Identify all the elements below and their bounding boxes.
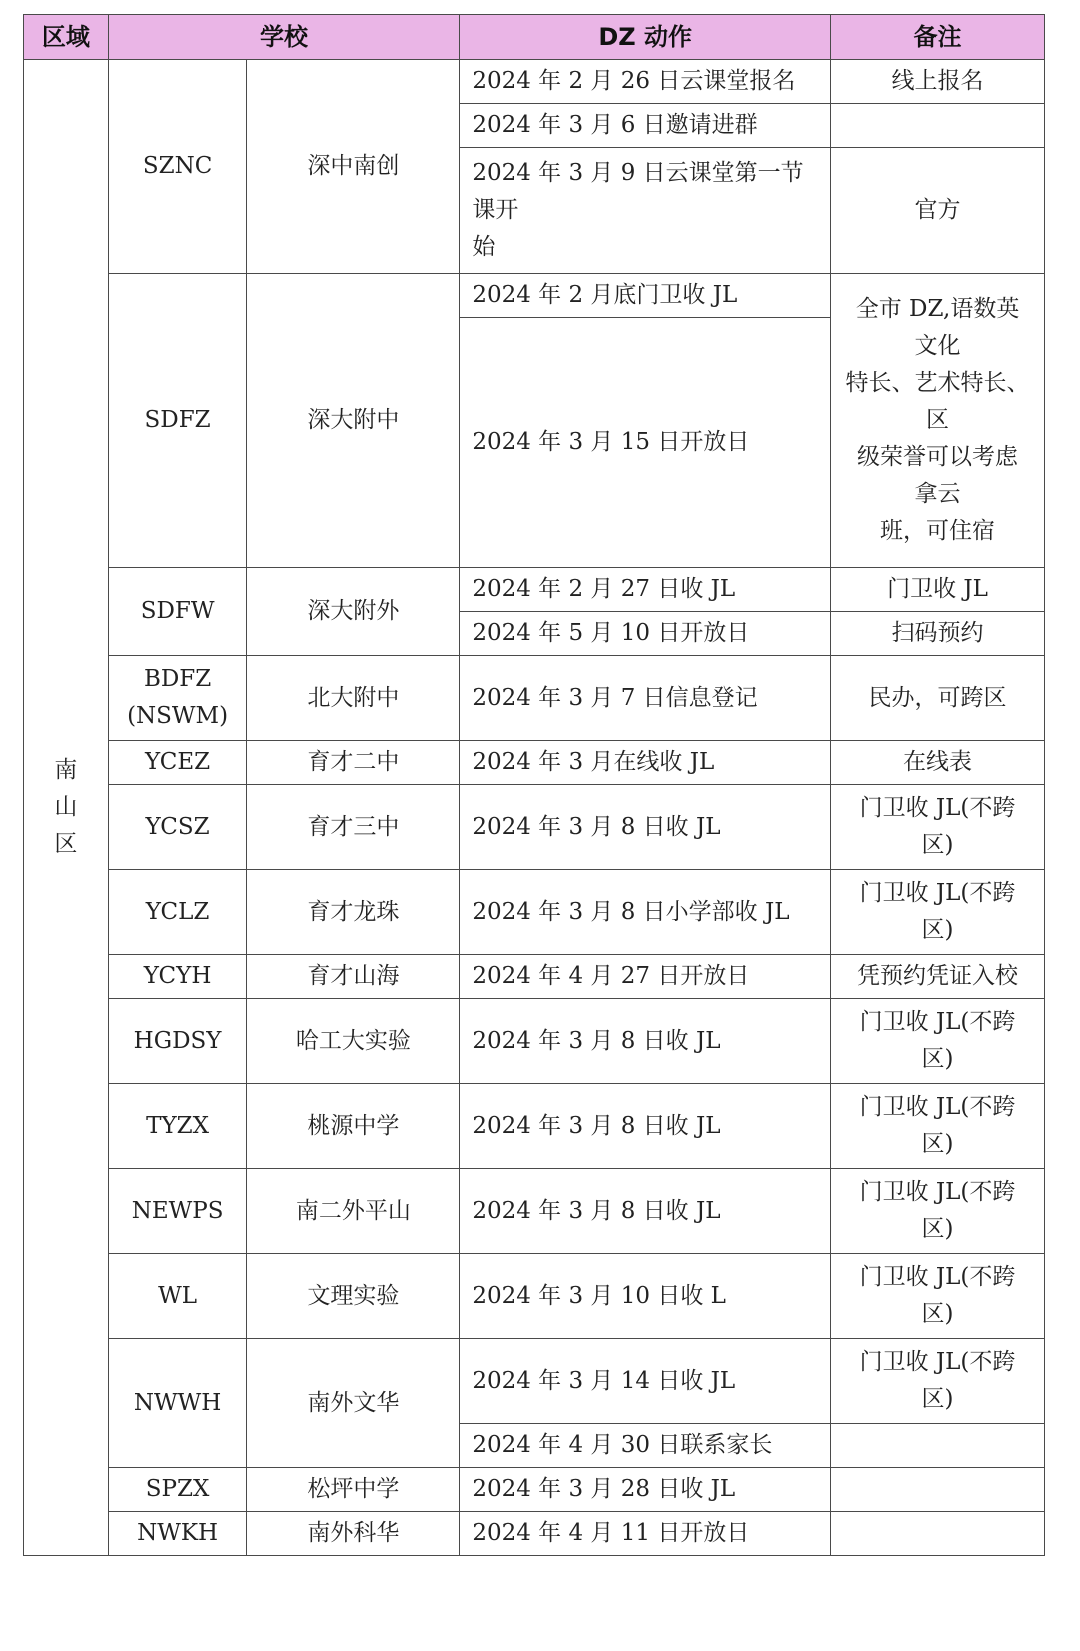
- region-cell: 南 山 区: [24, 60, 109, 1556]
- school-name: 哈工大实验: [247, 999, 460, 1084]
- note-cell: 门卫收 JL: [831, 568, 1045, 612]
- school-code: NWWH: [108, 1339, 247, 1468]
- action-cell: 2024 年 2 月 27 日收 JL: [460, 568, 831, 612]
- note-cell: 民办，可跨区: [831, 656, 1045, 741]
- action-cell: 2024 年 3 月 8 日收 JL: [460, 1084, 831, 1169]
- note-cell: 在线表: [831, 741, 1045, 785]
- action-cell: 2024 年 2 月 26 日云课堂报名: [460, 60, 831, 104]
- table-row: [24, 1339, 1045, 1424]
- school-code: YCEZ: [108, 741, 247, 785]
- action-cell: 2024 年 3 月 9 日云课堂第一节 课开 始: [460, 148, 831, 274]
- note-cell: 扫码预约: [831, 612, 1045, 656]
- school-name: 南二外平山: [247, 1169, 460, 1254]
- note-cell: 门卫收 JL(不跨 区): [831, 785, 1045, 870]
- table-row: [24, 656, 1045, 741]
- school-name: 深中南创: [247, 60, 460, 274]
- note-cell: 门卫收 JL(不跨 区): [831, 1339, 1045, 1424]
- action-cell: 2024 年 3 月 8 日收 JL: [460, 1169, 831, 1254]
- action-cell: 2024 年 3 月 14 日收 JL: [460, 1339, 831, 1424]
- header-school: 学校: [108, 15, 460, 60]
- action-cell: 2024 年 5 月 10 日开放日: [460, 612, 831, 656]
- action-cell: 2024 年 3 月 8 日收 JL: [460, 785, 831, 870]
- table-row: [24, 1512, 1045, 1556]
- table-row: [24, 785, 1045, 870]
- note-cell: 门卫收 JL(不跨 区): [831, 999, 1045, 1084]
- note-cell: [831, 104, 1045, 148]
- action-cell: 2024 年 3 月 7 日信息登记: [460, 656, 831, 741]
- action-cell: 2024 年 4 月 11 日开放日: [460, 1512, 831, 1556]
- school-code: SDFZ: [108, 274, 247, 568]
- school-name: 北大附中: [247, 656, 460, 741]
- document-page: [23, 14, 1045, 1556]
- school-code: YCSZ: [108, 785, 247, 870]
- school-code: YCLZ: [108, 870, 247, 955]
- school-schedule-table: [23, 14, 1045, 1556]
- header-region: 区域: [24, 15, 109, 60]
- note-cell: 门卫收 JL(不跨 区): [831, 870, 1045, 955]
- note-cell: 线上报名: [831, 60, 1045, 104]
- action-cell: 2024 年 3 月 15 日开放日: [460, 318, 831, 568]
- school-code: BDFZ (NSWM): [108, 656, 247, 741]
- action-cell: 2024 年 2 月底门卫收 JL: [460, 274, 831, 318]
- header-action: DZ 动作: [460, 15, 831, 60]
- school-code: HGDSY: [108, 999, 247, 1084]
- action-cell: 2024 年 3 月在线收 JL: [460, 741, 831, 785]
- table-row: [24, 1084, 1045, 1169]
- action-cell: 2024 年 3 月 6 日邀请进群: [460, 104, 831, 148]
- school-name: 深大附外: [247, 568, 460, 656]
- school-name: 育才二中: [247, 741, 460, 785]
- note-cell: [831, 1512, 1045, 1556]
- table-row: [24, 568, 1045, 612]
- school-name: 文理实验: [247, 1254, 460, 1339]
- table-row: [24, 1468, 1045, 1512]
- action-cell: 2024 年 4 月 30 日联系家长: [460, 1424, 831, 1468]
- table-row: [24, 60, 1045, 104]
- action-cell: 2024 年 4 月 27 日开放日: [460, 955, 831, 999]
- action-cell: 2024 年 3 月 28 日收 JL: [460, 1468, 831, 1512]
- school-name: 育才山海: [247, 955, 460, 999]
- note-cell: 官方: [831, 148, 1045, 274]
- table-row: [24, 1254, 1045, 1339]
- table-row: [24, 870, 1045, 955]
- school-name: 南外科华: [247, 1512, 460, 1556]
- school-code: SDFW: [108, 568, 247, 656]
- school-code: TYZX: [108, 1084, 247, 1169]
- school-name: 深大附中: [247, 274, 460, 568]
- school-code: SZNC: [108, 60, 247, 274]
- table-row: [24, 955, 1045, 999]
- school-code: YCYH: [108, 955, 247, 999]
- note-cell: 门卫收 JL(不跨 区): [831, 1084, 1045, 1169]
- note-cell: 凭预约凭证入校: [831, 955, 1045, 999]
- table-row: [24, 999, 1045, 1084]
- school-code: SPZX: [108, 1468, 247, 1512]
- action-cell: 2024 年 3 月 10 日收 L: [460, 1254, 831, 1339]
- school-name: 桃源中学: [247, 1084, 460, 1169]
- school-code: NEWPS: [108, 1169, 247, 1254]
- school-code: NWKH: [108, 1512, 247, 1556]
- table-row: [24, 1169, 1045, 1254]
- header-note: 备注: [831, 15, 1045, 60]
- school-name: 育才三中: [247, 785, 460, 870]
- note-cell: 全市 DZ,语数英 文化 特长、艺术特长、 区 级荣誉可以考虑 拿云 班，可住宿: [831, 274, 1045, 568]
- school-name: 南外文华: [247, 1339, 460, 1468]
- school-name: 松坪中学: [247, 1468, 460, 1512]
- school-name: 育才龙珠: [247, 870, 460, 955]
- school-code: WL: [108, 1254, 247, 1339]
- action-cell: 2024 年 3 月 8 日收 JL: [460, 999, 831, 1084]
- note-cell: 门卫收 JL(不跨 区): [831, 1169, 1045, 1254]
- table-row: [24, 274, 1045, 318]
- header-row: [24, 15, 1045, 60]
- table-row: [24, 741, 1045, 785]
- action-cell: 2024 年 3 月 8 日小学部收 JL: [460, 870, 831, 955]
- note-cell: [831, 1468, 1045, 1512]
- note-cell: [831, 1424, 1045, 1468]
- note-cell: 门卫收 JL(不跨 区): [831, 1254, 1045, 1339]
